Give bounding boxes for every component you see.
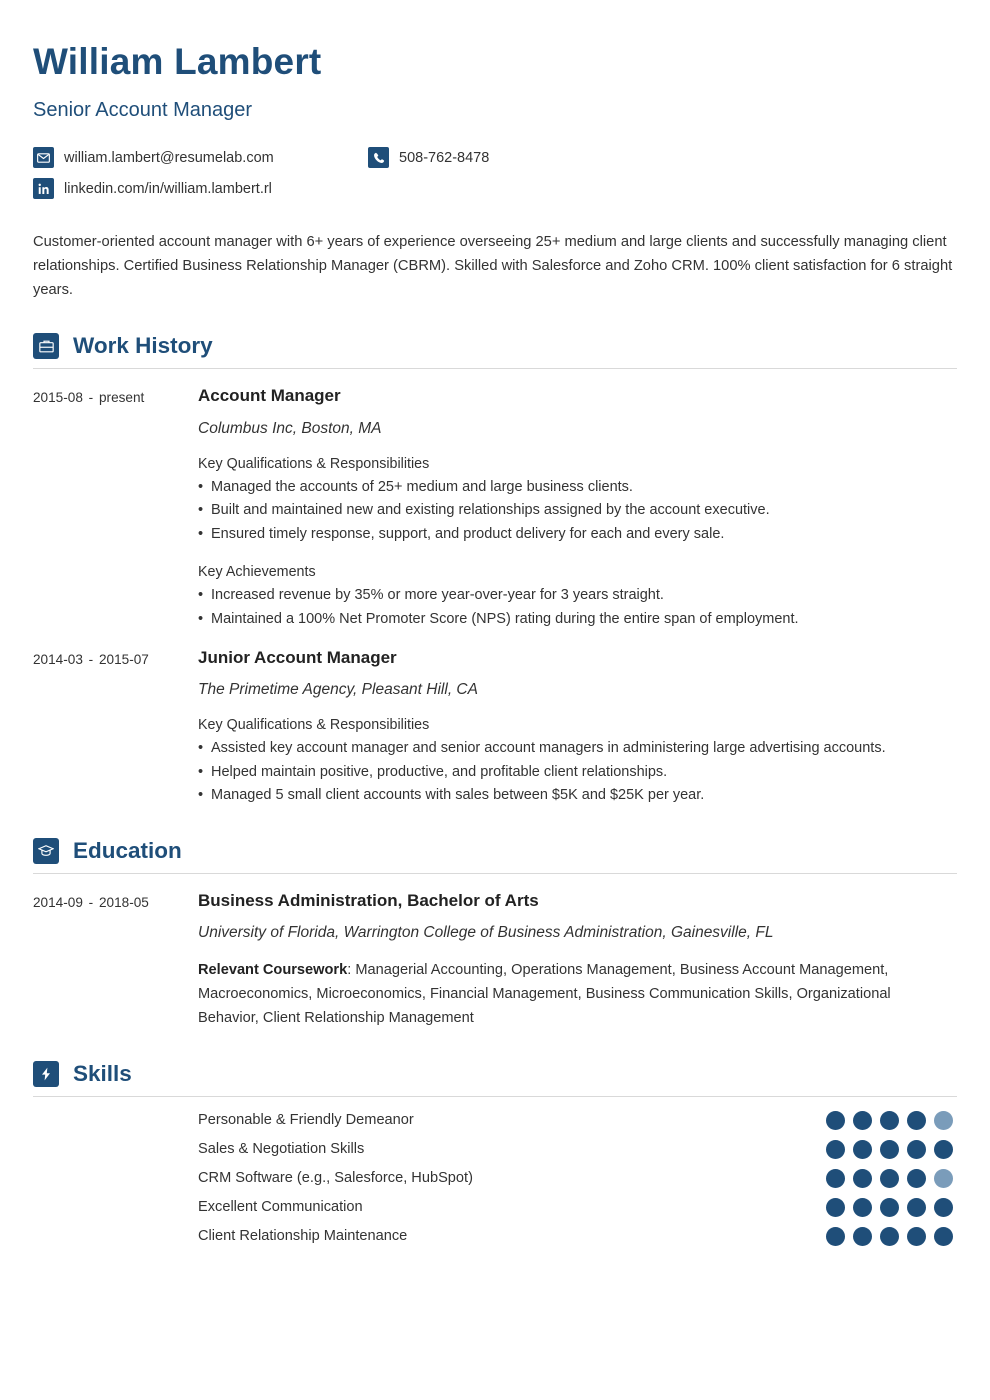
skill-dot-empty [934,1169,953,1188]
education-degree: Business Administration, Bachelor of Arts [198,890,539,910]
bullet-item: • Built and maintained new and existing relationships assigned by the account executive. [198,499,945,522]
bullet-item: • Increased revenue by 35% or more year-over-year for 3 years straight. [198,584,945,607]
education-entry-body [198,891,957,1031]
date-end: 2018-05 [98,894,149,910]
work-group-label: Key Qualifications & Responsibilities [198,717,430,734]
coursework-label: Relevant Coursework [198,962,348,979]
work-entry-org: The Primetime Agency, Pleasant Hill, CA [198,681,478,699]
section-education [33,838,957,1031]
contact-linkedin[interactable] [33,178,272,199]
skill-dot-filled [907,1227,926,1246]
skill-level-dots [826,1227,957,1246]
resume-header [33,40,957,199]
phone-icon [368,147,389,168]
skill-dot-filled [880,1198,899,1217]
skill-dot-filled [934,1140,953,1159]
work-entry-dates [33,386,198,631]
skill-dot-filled [907,1169,926,1188]
date-dash: - [84,894,97,910]
bullet-item: • Helped maintain positive, productive, and profitable client relationships. [198,761,945,784]
work-entry [33,386,957,631]
skill-dot-empty [934,1111,953,1130]
work-entry [33,648,957,808]
contact-block [33,147,957,199]
skill-row [33,1169,957,1188]
skill-dot-filled [853,1198,872,1217]
date-end: present [98,390,145,406]
education-entry-dates [33,891,198,1031]
graduation-cap-icon [33,838,59,864]
work-entry-body [198,648,957,808]
date-end: 2015-07 [98,652,149,668]
date-start: 2014-03 [33,652,83,668]
skill-name: Excellent Communication [198,1199,363,1216]
skill-name: CRM Software (e.g., Salesforce, HubSpot) [198,1170,473,1187]
professional-summary: Customer-oriented account manager with 6+ years of experience overseeing 25+ medium and large clients and successfully managing client relationships. Certified Business Relationship Manager (CBRM). Skilled with Salesforce and Zoho CRM. 100% client satisfaction for 6 straight years. [33,234,953,299]
skill-level-dots [826,1140,957,1159]
skill-dot-filled [880,1111,899,1130]
work-group-bullets [198,584,945,631]
education-coursework [198,959,945,1030]
skill-dot-filled [853,1169,872,1188]
skill-dot-filled [826,1169,845,1188]
lightning-bolt-icon [33,1061,59,1087]
date-dash: - [84,652,97,668]
section-skills [33,1061,957,1246]
section-title-education: Education [73,837,182,863]
bullet-item: • Managed 5 small client accounts with sales between $5K and $25K per year. [198,784,945,807]
skills-list [33,1111,957,1246]
skill-row [33,1227,957,1246]
date-start: 2015-08 [33,390,83,406]
section-work-history [33,333,957,808]
contact-email[interactable] [33,147,368,168]
skill-dot-filled [934,1227,953,1246]
skill-name: Personable & Friendly Demeanor [198,1112,414,1129]
education-entry [33,891,957,1031]
work-entry-role: Junior Account Manager [198,648,397,668]
work-entry-org: Columbus Inc, Boston, MA [198,419,382,437]
section-header-education [33,838,957,874]
work-group-bullets [198,737,945,807]
skill-level-dots [826,1169,957,1188]
work-entry-role: Account Manager [198,386,341,406]
skill-dot-filled [826,1227,845,1246]
skill-level-dots [826,1198,957,1217]
education-school: University of Florida, Warrington College of Business Administration, Gainesville, FL [198,924,774,942]
skill-row [33,1198,957,1217]
candidate-job-title: Senior Account Manager [33,99,253,122]
contact-row-2 [33,178,957,199]
skill-row [33,1140,957,1159]
work-group-bullets [198,476,945,546]
skill-row [33,1111,957,1130]
skill-dot-filled [853,1140,872,1159]
bullet-item: • Maintained a 100% Net Promoter Score (NPS) rating during the entire span of employment. [198,608,945,631]
skill-dot-filled [826,1111,845,1130]
date-start: 2014-09 [33,894,83,910]
skill-name: Client Relationship Maintenance [198,1228,408,1245]
contact-phone[interactable] [368,147,489,168]
skill-dot-filled [907,1140,926,1159]
candidate-name: William Lambert [33,41,322,82]
skill-dot-filled [826,1198,845,1217]
contact-phone-text: 508-762-8478 [399,149,490,166]
skill-dot-filled [880,1227,899,1246]
work-group-label: Key Qualifications & Responsibilities [198,455,430,472]
bullet-item: • Assisted key account manager and senior account managers in administering large advertising accounts. [198,737,945,760]
skill-dot-filled [934,1198,953,1217]
section-title-skills: Skills [73,1060,132,1086]
work-group-label: Key Achievements [198,564,316,581]
work-entry-dates [33,648,198,808]
contact-row-1 [33,147,957,168]
section-header-work [33,333,957,369]
skill-dot-filled [853,1111,872,1130]
bullet-item: • Ensured timely response, support, and product delivery for each and every sale. [198,523,945,546]
contact-linkedin-text: linkedin.com/in/william.lambert.rl [64,180,272,197]
work-entry-body [198,386,957,631]
coursework-text: : Managerial Accounting, Operations Management, Business Account Management, Macroeconomics, Microeconomics, Financial Management, Business Communication Skills, Organizational Behavior, Client Relationship Management [198,962,891,1026]
skill-name: Sales & Negotiation Skills [198,1141,365,1158]
section-title-work: Work History [73,333,213,359]
briefcase-icon [33,333,59,359]
skill-dot-filled [907,1111,926,1130]
skill-dot-filled [880,1169,899,1188]
skill-dot-filled [853,1227,872,1246]
skill-dot-filled [880,1140,899,1159]
contact-email-text: william.lambert@resumelab.com [64,149,274,166]
section-header-skills [33,1061,957,1097]
linkedin-icon [33,178,54,199]
skill-level-dots [826,1111,957,1130]
date-dash: - [84,390,97,406]
skill-dot-filled [826,1140,845,1159]
bullet-item: • Managed the accounts of 25+ medium and large business clients. [198,476,945,499]
email-icon [33,147,54,168]
skill-dot-filled [907,1198,926,1217]
